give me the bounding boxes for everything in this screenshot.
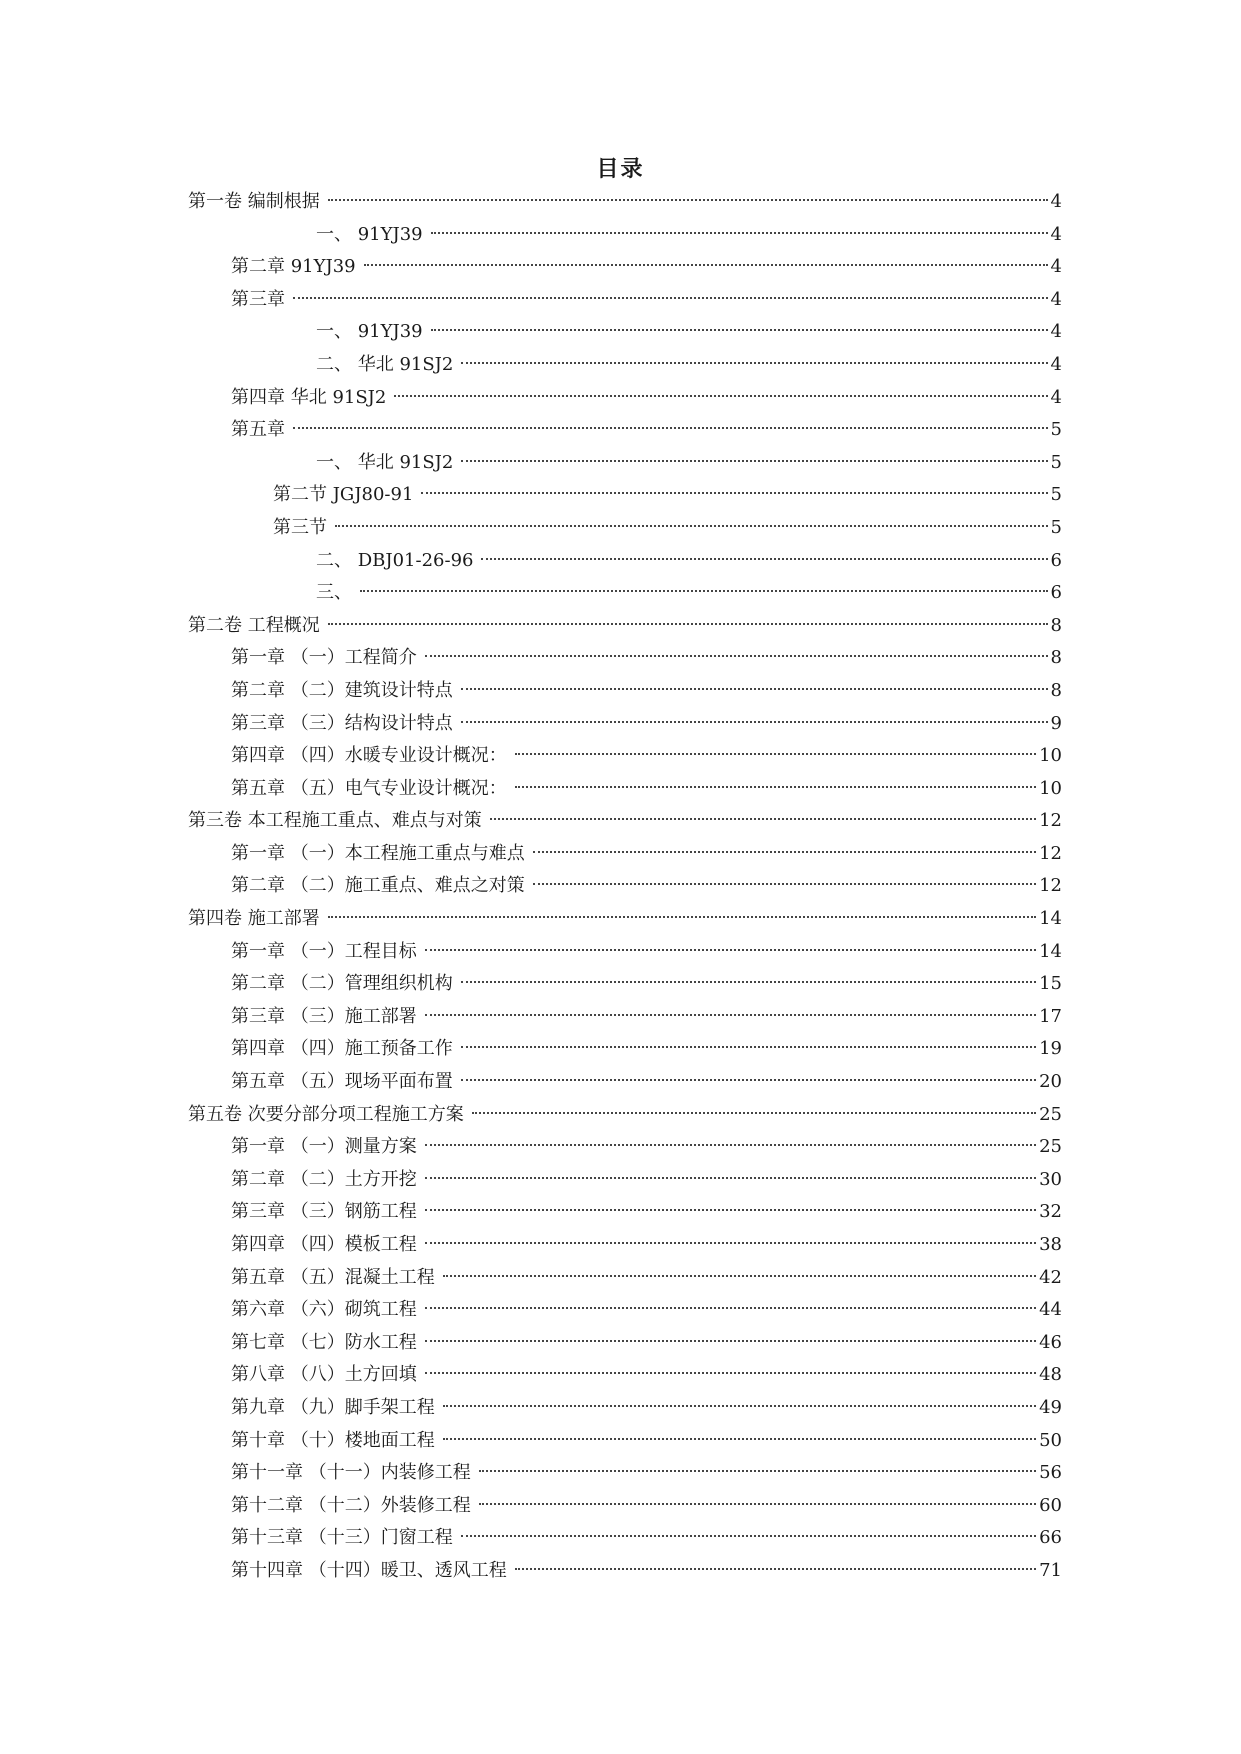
toc-entry-page-number: 50 [1039,1429,1062,1451]
toc-dot-leader [425,1241,1036,1244]
toc-dot-leader [335,524,1048,527]
toc-entry-page-number: 4 [1050,256,1062,278]
toc-entry[interactable] [188,1294,1062,1327]
toc-entry-page-number: 56 [1039,1462,1062,1484]
toc-entry[interactable] [188,1522,1062,1555]
toc-dot-leader [443,1404,1036,1407]
toc-dot-leader [533,882,1036,885]
toc-entry-page-number: 6 [1050,582,1062,604]
toc-entry-label: 第一章 （一）测量方案 [231,1136,417,1158]
toc-entry[interactable] [188,1033,1062,1066]
toc-entry-page-number: 4 [1050,321,1062,343]
toc-entry-page-number: 4 [1050,386,1062,408]
toc-entry[interactable] [188,1099,1062,1132]
toc-entry-label: 第十一章 （十一）内装修工程 [231,1462,471,1484]
toc-dot-leader [328,915,1036,918]
toc-entry-label: 第三章 （三）施工部署 [231,1005,417,1027]
toc-entry-page-number: 60 [1039,1494,1062,1516]
toc-entry-page-number: 32 [1039,1201,1062,1223]
toc-entry-page-number: 71 [1039,1559,1062,1581]
toc-entry[interactable] [188,740,1062,773]
toc-entry-label: 第十三章 （十三）门窗工程 [231,1527,453,1549]
toc-entry-page-number: 9 [1050,712,1062,734]
toc-dot-leader [328,198,1048,201]
toc-entry-label: 第八章 （八）土方回填 [231,1364,417,1386]
toc-entry[interactable] [188,1490,1062,1523]
toc-entry-label: 第一章 （一）本工程施工重点与难点 [231,842,525,864]
toc-dot-leader [425,948,1036,951]
toc-dot-leader [461,1078,1036,1081]
toc-dot-leader [490,817,1036,820]
toc-entry-page-number: 38 [1039,1234,1062,1255]
toc-entry-label: 三、 [316,582,352,604]
toc-entry-page-number: 15 [1039,973,1062,995]
toc-entry[interactable] [188,1196,1062,1229]
toc-dot-leader [425,1176,1036,1179]
toc-entry-label: 第五章 （五）现场平面布置 [231,1071,453,1093]
toc-entry-label: 第四卷 施工部署 [188,908,320,930]
toc-entry[interactable] [188,447,1062,480]
toc-dot-leader [421,491,1047,494]
table-of-contents [188,186,1062,1588]
toc-entry-label: 第九章 （九）脚手架工程 [231,1396,435,1418]
toc-dot-leader [479,1469,1036,1472]
toc-entry-page-number: 42 [1039,1266,1062,1288]
toc-entry[interactable] [188,805,1062,838]
toc-dot-leader [461,980,1036,983]
toc-entry-label: 第一章 （一）工程简介 [231,647,417,669]
toc-entry-page-number: 12 [1039,875,1062,897]
toc-entry-label: 第十二章 （十二）外装修工程 [231,1494,471,1516]
toc-entry-label: 第三章 （三）结构设计特点 [231,712,453,734]
toc-entry[interactable] [188,773,1062,806]
toc-dot-leader [425,1339,1036,1342]
toc-dot-leader [515,752,1036,755]
toc-entry-label: 第十四章 （十四）暖卫、透风工程 [231,1559,507,1581]
toc-entry-label: 第五章 [231,419,285,441]
toc-entry-label: 第三章 [231,288,285,310]
toc-entry-page-number: 5 [1050,516,1062,538]
toc-entry[interactable] [188,1457,1062,1490]
toc-entry[interactable] [188,642,1062,675]
toc-entry-label: 第二章 （二）施工重点、难点之对策 [231,875,525,897]
toc-entry-page-number: 14 [1039,940,1062,962]
toc-dot-leader [394,394,1047,397]
toc-entry-label: 第三章 （三）钢筋工程 [231,1201,417,1223]
toc-entry-label: 第四章 （四）水暖专业设计概况： [231,745,507,767]
toc-dot-leader [328,622,1048,625]
toc-entry[interactable] [188,1066,1062,1099]
toc-entry-label: 第三卷 本工程施工重点、难点与对策 [188,810,482,832]
toc-entry-page-number: 49 [1039,1396,1062,1418]
toc-dot-leader [515,1567,1036,1570]
toc-dot-leader [364,263,1048,266]
toc-entry[interactable] [188,1131,1062,1164]
toc-entry-page-number: 5 [1050,484,1062,506]
toc-entry[interactable] [188,545,1062,578]
toc-entry[interactable] [188,316,1062,349]
toc-entry[interactable] [188,1229,1062,1262]
toc-dot-leader [461,459,1047,462]
toc-dot-leader [479,1502,1036,1505]
toc-entry[interactable] [188,675,1062,708]
toc-dot-leader [461,1534,1036,1537]
toc-entry-page-number: 48 [1039,1364,1062,1386]
toc-entry-page-number: 5 [1050,419,1062,441]
toc-entry-page-number: 4 [1050,223,1062,245]
toc-entry-page-number: 5 [1050,451,1062,473]
toc-dot-leader [425,1143,1036,1146]
toc-entry-label: 一、 91YJ39 [316,223,423,245]
toc-dot-leader [443,1274,1036,1277]
toc-entry[interactable] [188,1001,1062,1034]
toc-entry[interactable] [188,838,1062,871]
toc-entry-label: 第二卷 工程概况 [188,614,320,636]
toc-entry-page-number: 44 [1039,1299,1062,1321]
toc-entry-page-number: 4 [1050,288,1062,310]
page-title: 目录 [596,157,645,182]
toc-entry[interactable] [188,251,1062,284]
toc-entry-page-number: 25 [1039,1103,1062,1125]
toc-dot-leader [425,1306,1036,1309]
toc-entry-label: 第一卷 编制根据 [188,191,320,212]
toc-dot-leader [425,1371,1036,1374]
toc-entry-label: 第二章 （二）管理组织机构 [231,973,453,995]
toc-dot-leader [461,720,1048,723]
toc-dot-leader [293,296,1048,299]
toc-entry-label: 第四章 （四）模板工程 [231,1234,417,1255]
toc-entry[interactable] [188,219,1062,252]
toc-entry-page-number: 8 [1050,679,1062,701]
toc-entry-page-number: 46 [1039,1331,1062,1353]
toc-dot-leader [293,426,1048,429]
toc-dot-leader [472,1111,1036,1114]
toc-dot-leader [461,687,1048,690]
toc-dot-leader [461,1045,1036,1048]
toc-entry-label: 第三节 [273,516,327,538]
toc-entry-page-number: 4 [1050,191,1062,212]
toc-dot-leader [360,589,1048,592]
toc-entry-label: 第五卷 次要分部分项工程施工方案 [188,1103,464,1125]
toc-entry-page-number: 14 [1039,908,1062,930]
toc-entry-label: 第五章 （五）混凝土工程 [231,1266,435,1288]
toc-entry[interactable] [188,382,1062,415]
toc-entry[interactable] [188,870,1062,903]
toc-dot-leader [425,1013,1036,1016]
toc-entry[interactable] [188,414,1062,447]
toc-entry[interactable] [188,1164,1062,1197]
toc-entry-page-number: 6 [1050,549,1062,571]
toc-entry[interactable] [188,903,1062,936]
toc-entry[interactable] [188,968,1062,1001]
toc-entry-label: 第五章 （五）电气专业设计概况： [231,777,507,799]
toc-entry[interactable] [188,479,1062,512]
toc-entry-label: 第二章 （二）建筑设计特点 [231,679,453,701]
toc-entry-page-number: 30 [1039,1168,1062,1190]
toc-entry-page-number: 12 [1039,810,1062,832]
toc-entry[interactable] [188,284,1062,317]
toc-entry-label: 第七章 （七）防水工程 [231,1331,417,1353]
toc-entry-page-number: 25 [1039,1136,1062,1158]
toc-entry-label: 二、 DBJ01-26-96 [316,549,474,571]
toc-entry-page-number: 20 [1039,1071,1062,1093]
toc-entry-label: 第十章 （十）楼地面工程 [231,1429,435,1451]
toc-entry[interactable] [188,936,1062,969]
toc-entry[interactable] [188,349,1062,382]
toc-entry-page-number: 4 [1050,353,1062,375]
toc-entry-label: 第二章 91YJ39 [231,256,356,278]
toc-entry[interactable] [188,1392,1062,1425]
toc-entry-page-number: 17 [1039,1005,1062,1027]
toc-entry[interactable] [188,1555,1062,1588]
toc-entry[interactable] [188,1359,1062,1392]
toc-entry-label: 一、 华北 91SJ2 [316,451,454,473]
toc-dot-leader [461,361,1047,364]
toc-entry[interactable] [188,1327,1062,1360]
toc-entry[interactable] [188,186,1062,219]
toc-dot-leader [431,328,1048,331]
toc-entry-page-number: 10 [1039,745,1062,767]
toc-entry-page-number: 66 [1039,1527,1062,1549]
toc-dot-leader [425,654,1048,657]
toc-dot-leader [431,231,1048,234]
toc-entry-label: 第二章 （二）土方开挖 [231,1168,417,1190]
toc-entry-label: 二、 华北 91SJ2 [316,353,454,375]
toc-dot-leader [443,1437,1036,1440]
toc-dot-leader [533,850,1036,853]
toc-entry[interactable] [188,512,1062,545]
toc-entry[interactable] [188,1425,1062,1458]
toc-dot-leader [425,1208,1036,1211]
toc-entry-page-number: 12 [1039,842,1062,864]
toc-entry[interactable] [188,610,1062,643]
toc-dot-leader [515,785,1036,788]
toc-entry-page-number: 8 [1050,647,1062,669]
toc-entry-label: 第一章 （一）工程目标 [231,940,417,962]
toc-entry-label: 第六章 （六）砌筑工程 [231,1299,417,1321]
toc-entry[interactable] [188,577,1062,610]
toc-entry-label: 第四章 （四）施工预备工作 [231,1038,453,1060]
toc-entry-label: 第二节 JGJ80-91 [273,484,414,506]
toc-entry-page-number: 19 [1039,1038,1062,1060]
toc-entry[interactable] [188,708,1062,741]
toc-entry-page-number: 10 [1039,777,1062,799]
toc-entry-page-number: 8 [1050,614,1062,636]
toc-entry-label: 第四章 华北 91SJ2 [231,386,387,408]
toc-dot-leader [481,557,1047,560]
toc-entry-label: 一、 91YJ39 [316,321,423,343]
toc-entry[interactable] [188,1262,1062,1295]
